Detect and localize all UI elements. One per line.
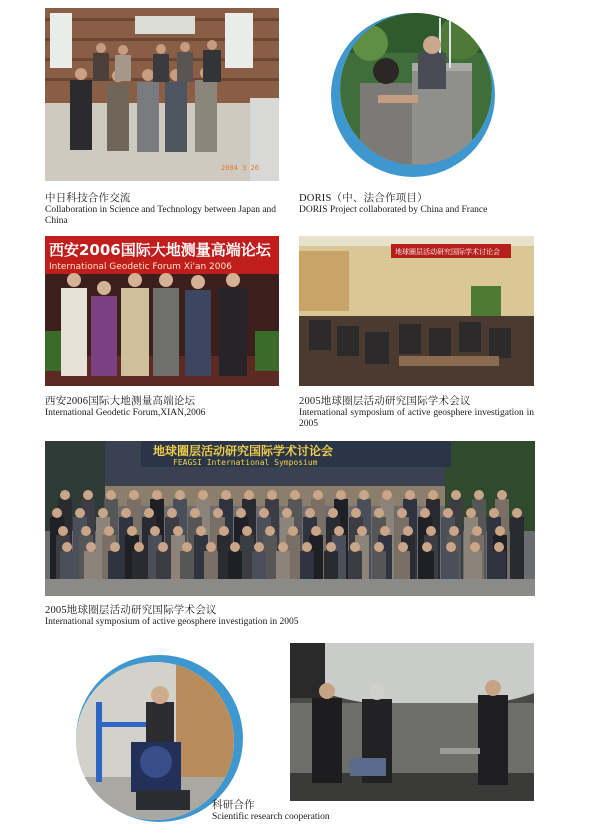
photo-group-image: [45, 441, 535, 596]
photo-japan-image: [45, 8, 279, 181]
caption-hall-zh: 2005地球圈层活动研究国际学术会议: [299, 396, 471, 407]
caption-japan-zh: 中日科技合作交流: [45, 193, 131, 204]
caption-research-en: Scientific research cooperation: [212, 812, 330, 822]
caption-japan-en: Collaboration in Science and Technology between Japan and China: [45, 205, 277, 226]
caption-xian-en: International Geodetic Forum,XIAN,2006: [45, 408, 206, 418]
caption-research: [212, 800, 412, 823]
photo-dome-image: [290, 643, 534, 801]
caption-doris: [299, 193, 539, 216]
caption-group-zh: 2005地球圈层活动研究国际学术会议: [45, 605, 217, 616]
caption-xian: [45, 396, 285, 419]
group-banner-en: FEAGSI International Symposium: [173, 458, 318, 467]
caption-group: [45, 605, 345, 628]
caption-hall-en: International symposium of active geosphere investigation in 2005: [299, 408, 534, 429]
caption-doris-en: DORIS Project collaborated by China and France: [299, 205, 488, 215]
hall-banner-zh: 地球圈层活动研究国际学术讨论会: [395, 248, 500, 256]
xian-banner-en: International Geodetic Forum Xi'an 2006: [49, 262, 232, 272]
photo-group: [45, 441, 535, 596]
photo-symposium-hall: [299, 236, 534, 386]
caption-doris-zh: DORIS（中、法合作项目）: [299, 193, 428, 204]
caption-hall: [299, 396, 534, 430]
photo-research-image: [76, 662, 234, 820]
photo-hall-image: [299, 236, 534, 386]
caption-japan: [45, 193, 285, 227]
photo-doris: [340, 13, 492, 165]
photo-japan-datestamp: 2004 3 26: [221, 164, 259, 172]
photo-xian-image: [45, 236, 279, 386]
photo-doris-image: [340, 13, 492, 165]
photo-xian-forum: [45, 236, 279, 386]
photo-dome: [290, 643, 534, 801]
group-banner-zh: 地球圈层活动研究国际学术讨论会: [153, 444, 334, 458]
caption-xian-zh: 西安2006国际大地测量高端论坛: [45, 396, 196, 407]
caption-research-zh: 科研合作: [212, 800, 255, 811]
photo-research: [76, 662, 234, 820]
photo-japan-collaboration: [45, 8, 279, 181]
xian-banner-zh: 西安2006国际大地测量高端论坛: [49, 241, 271, 259]
caption-group-en: International symposium of active geosphere investigation in 2005: [45, 617, 299, 627]
